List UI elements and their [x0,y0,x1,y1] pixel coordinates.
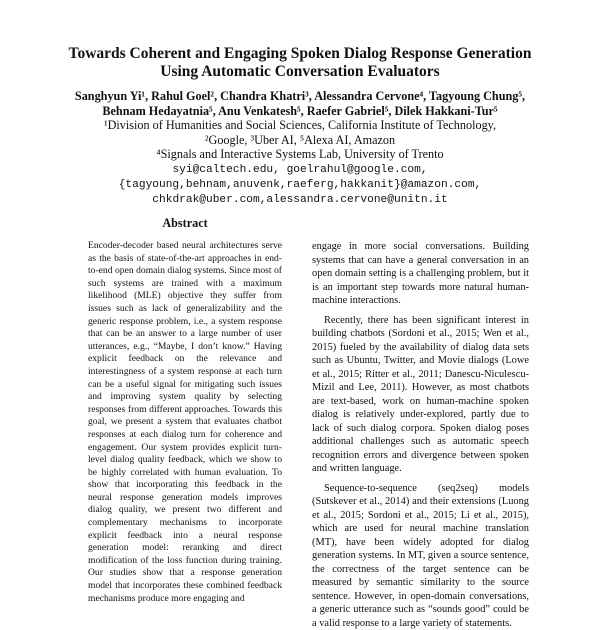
abstract-text: Encoder-decoder based neural architectures serve as the basis of state-of-the-art approaches in end-to-end open domain dialog systems. Since most of such systems are trained with a maximum likelihood (MLE) objective they suffer from issues such as lack of generalizability and the generic response problem, i.e., a system response that can be an answer to a large number of user utterances, e.g., “Maybe, I don’t know.” Having explicit feedback on the relevance and interestingness of a system response at each turn can be a useful signal for mitigating such issues and improving system quality by selecting responses from different approaches. Towards this goal, we present a system that evaluates chatbot responses at each dialog turn for coherence and engagement. Our system provides explicit turn-level dialog quality feedback, which we show to be highly correlated with human evaluation. To show that incorporating this feedback in the neural response generation models improves dialog quality, we present two different and complementary mechanisms to incorporate explicit feedback into a neural response generation model: reranking and direct modification of the loss function during training. Our studies show that a response generation model that incorporates these combined feedback mechanisms produce more engaging and [88,240,282,605]
abstract-heading: Abstract [88,216,282,231]
email-line-3: chkdrak@uber.com,alessandra.cervone@unitn.it [0,193,600,208]
email-line-2: {tagyoung,behnam,anuvenk,raeferg,hakkanit}@amazon.com, [0,178,600,193]
intro-column [312,240,529,630]
author-emails [0,163,600,208]
title-line-2: Using Automatic Conversation Evaluators [0,63,600,81]
authors-line-2: Behnam Hedayatnia⁵, Anu Venkatesh⁵, Raefer Gabriel⁵, Dilek Hakkani-Tur⁵ [0,104,600,119]
body-paragraph-3: Sequence-to-sequence (seq2seq) models (Sutskever et al., 2014) and their extensions (Luong et al., 2015; Sordoni et al., 2015; Li et al., 2015), which are used for neural machine translation (MT), have been widely adopted for dialog generation systems. In MT, given a source sentence, the correctness of the target sentence can be measured by semantic similarity to the source sentence. However, in open-domain conversations, a generic utterance such as “sounds good” could be a valid response to a large variety of statements. [312,482,529,630]
abstract-column [88,240,282,605]
affiliation-line-1: ¹Division of Humanities and Social Sciences, California Institute of Technology, [0,118,600,133]
affiliations [0,118,600,162]
affiliation-line-3: ⁴Signals and Interactive Systems Lab, University of Trento [0,147,600,162]
authors-line-1: Sanghyun Yi¹, Rahul Goel², Chandra Khatri³, Alessandra Cervone⁴, Tagyoung Chung⁵, [0,89,600,104]
author-list [0,89,600,119]
affiliation-line-2: ²Google, ³Uber AI, ⁵Alexa AI, Amazon [0,133,600,148]
email-line-1: syi@caltech.edu, goelrahul@google.com, [0,163,600,178]
paper-title [0,45,600,81]
body-paragraph-2: Recently, there has been significant interest in building chatbots (Sordoni et al., 2015; Wen et al., 2015) fueled by the availability of dialog data sets such as Ubuntu, Twitter, and Movie dialogs (Lowe et al., 2015; Ritter et al., 2011; Danescu-Niculescu-Mizil and Lee, 2011). However, as most chatbots are text-based, work on human-machine spoken dialog is relatively under-explored, partly due to lack of such dialog corpora. Spoken dialog poses additional challenges such as automatic speech recognition errors and divergence between spoken and written language. [312,314,529,476]
body-paragraph-1: engage in more social conversations. Building systems that can have a general conversation in an open domain setting is a challenging problem, but it is an important step towards more natural human-machine interactions. [312,240,529,308]
title-line-1: Towards Coherent and Engaging Spoken Dialog Response Generation [0,45,600,63]
